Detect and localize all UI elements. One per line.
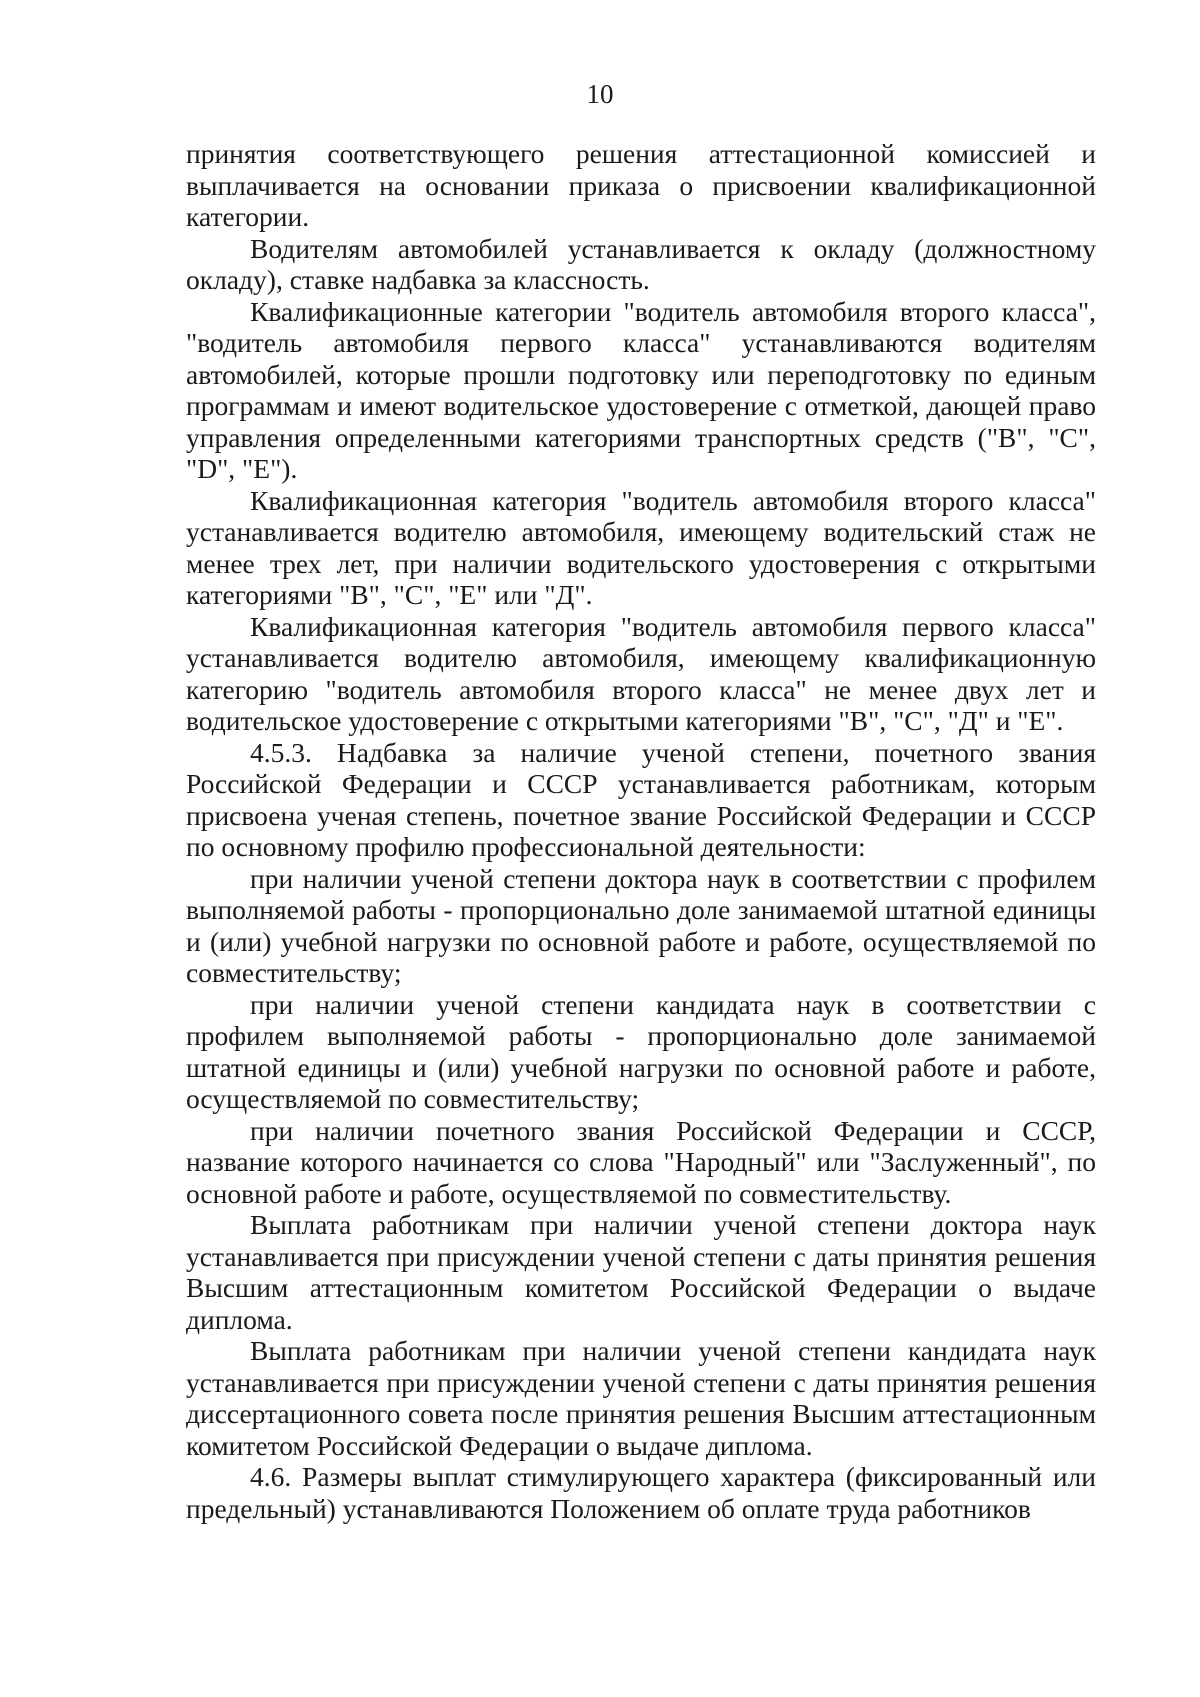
paragraph-4-6: 4.6. Размеры выплат стимулирующего характера (фиксированный или предельный) устанавливаются Положением об оплате труда работников	[186, 1461, 1096, 1524]
paragraph-candidate-degree: при наличии ученой степени кандидата наук в соответствии с профилем выполняемой работы - пропорционально доле занимаемой штатной единицы и (или) учебной нагрузки по основной работе и работе, осуществляемой по совместительству;	[186, 988, 1096, 1114]
page-number: 10	[586, 79, 614, 109]
paragraph-honorary-title: при наличии почетного звания Российской Федерации и СССР, название которого начинается со слова "Народный" или "Заслуженный", по основной работе и работе, осуществляемой по совместительству.	[186, 1114, 1096, 1209]
paragraph-candidate-payment: Выплата работникам при наличии ученой степени кандидата наук устанавливается при присуждении ученой степени с даты принятия решения диссертационного совета после принятия решения Высшим аттестационным комитетом Российской Федерации о выдаче диплома.	[186, 1335, 1096, 1461]
document-body	[186, 138, 1096, 1524]
paragraph-4-5-3: 4.5.3. Надбавка за наличие ученой степени, почетного звания Российской Федерации и СССР устанавливается работникам, которым присвоена ученая степень, почетное звание Российской Федерации и СССР по основному профилю профессиональной деятельности:	[186, 736, 1096, 862]
paragraph-continuation: принятия соответствующего решения аттестационной комиссией и выплачивается на основании приказа о присвоении квалификационной категории.	[186, 138, 1096, 232]
paragraph-drivers-bonus: Водителям автомобилей устанавливается к окладу (должностному окладу), ставке надбавка за классность.	[186, 232, 1096, 295]
paragraph-qualification-categories: Квалификационные категории "водитель автомобиля второго класса", "водитель автомобиля первого класса" устанавливаются водителям автомобилей, которые прошли подготовку или переподготовку по единым программам и имеют водительское удостоверение с отметкой, дающей право управления определенными категориями транспортных средств ("В", "С", "D", "Е").	[186, 295, 1096, 484]
paragraph-doctor-payment: Выплата работникам при наличии ученой степени доктора наук устанавливается при присуждении ученой степени с даты принятия решения Высшим аттестационным комитетом Российской Федерации о выдаче диплома.	[186, 1209, 1096, 1335]
paragraph-doctor-degree: при наличии ученой степени доктора наук в соответствии с профилем выполняемой работы - пропорционально доле занимаемой штатной единицы и (или) учебной нагрузки по основной работе и работе, осуществляемой по совместительству;	[186, 862, 1096, 988]
paragraph-first-class: Квалификационная категория "водитель автомобиля первого класса" устанавливается водителю автомобиля, имеющему квалификационную категорию "водитель автомобиля второго класса" не менее двух лет и водительское удостоверение с открытыми категориями "В", "С", "Д" и "Е".	[186, 610, 1096, 736]
paragraph-second-class: Квалификационная категория "водитель автомобиля второго класса" устанавливается водителю автомобиля, имеющему водительский стаж не менее трех лет, при наличии водительского удостоверения с открытыми категориями "В", "С", "Е" или "Д".	[186, 484, 1096, 610]
